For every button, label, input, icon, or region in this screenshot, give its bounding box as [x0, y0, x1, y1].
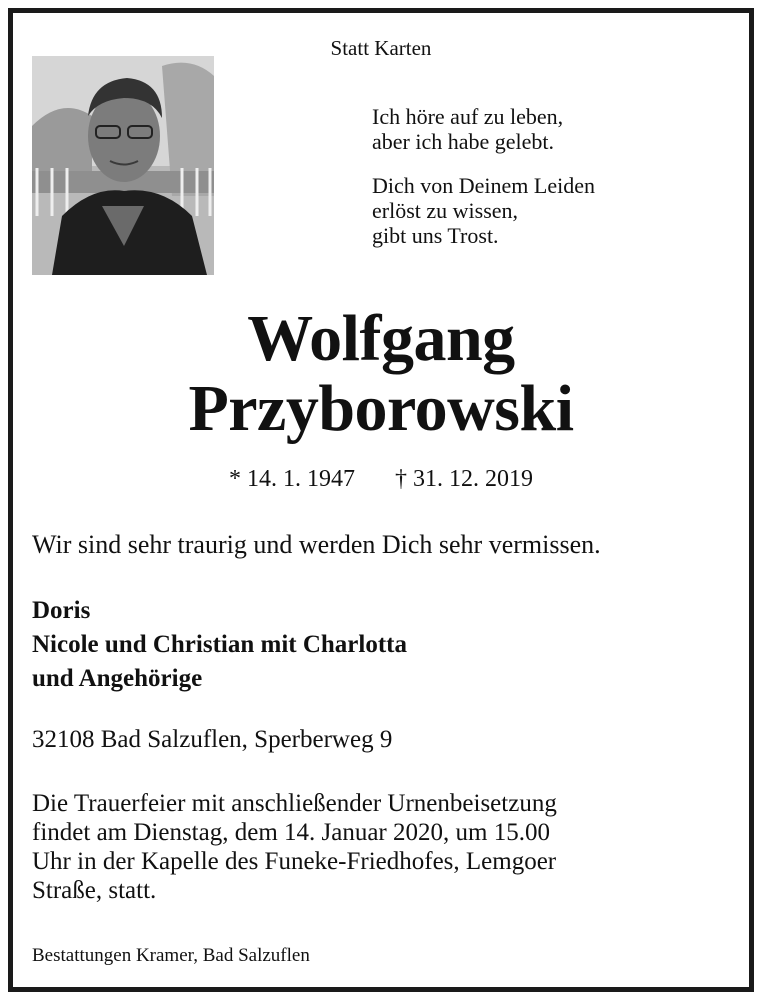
service-line: Die Trauerfeier mit anschließender Urnenbeisetzung	[32, 790, 557, 817]
deceased-last-name: Przyborowski	[188, 372, 574, 445]
quote-line: aber ich habe gelebt.	[372, 129, 555, 154]
quote-line: gibt uns Trost.	[372, 223, 499, 248]
family-address: 32108 Bad Salzuflen, Sperberweg 9	[32, 726, 393, 753]
funeral-home: Bestattungen Kramer, Bad Salzuflen	[32, 945, 310, 966]
quote-line: Ich höre auf zu leben,	[372, 104, 564, 129]
service-line: findet am Dienstag, dem 14. Januar 2020, um 15.00	[32, 819, 550, 846]
life-dates	[0, 466, 762, 493]
mourner-line: und Angehörige	[32, 665, 203, 692]
service-line: Uhr in der Kapelle des Funeke-Friedhofes, Lemgoer	[32, 848, 557, 875]
mourners-list	[32, 594, 407, 696]
portrait-photo	[32, 56, 214, 275]
quote-line: Dich von Deinem Leiden	[372, 173, 595, 198]
service-details	[32, 789, 557, 905]
quote-stanza-2	[372, 173, 595, 248]
service-line: Straße, statt.	[32, 877, 157, 904]
birth-date: * 14. 1. 1947	[229, 466, 355, 492]
death-date: † 31. 12. 2019	[395, 466, 533, 492]
quote-line: erlöst zu wissen,	[372, 198, 519, 223]
header-statt-karten: Statt Karten	[330, 36, 432, 60]
mourner-line: Nicole und Christian mit Charlotta	[32, 631, 407, 658]
mourner-line: Doris	[32, 597, 91, 624]
deceased-first-name: Wolfgang	[247, 302, 515, 375]
quote-stanza-1	[372, 104, 563, 154]
farewell-message: Wir sind sehr traurig und werden Dich sehr vermissen.	[32, 530, 601, 559]
